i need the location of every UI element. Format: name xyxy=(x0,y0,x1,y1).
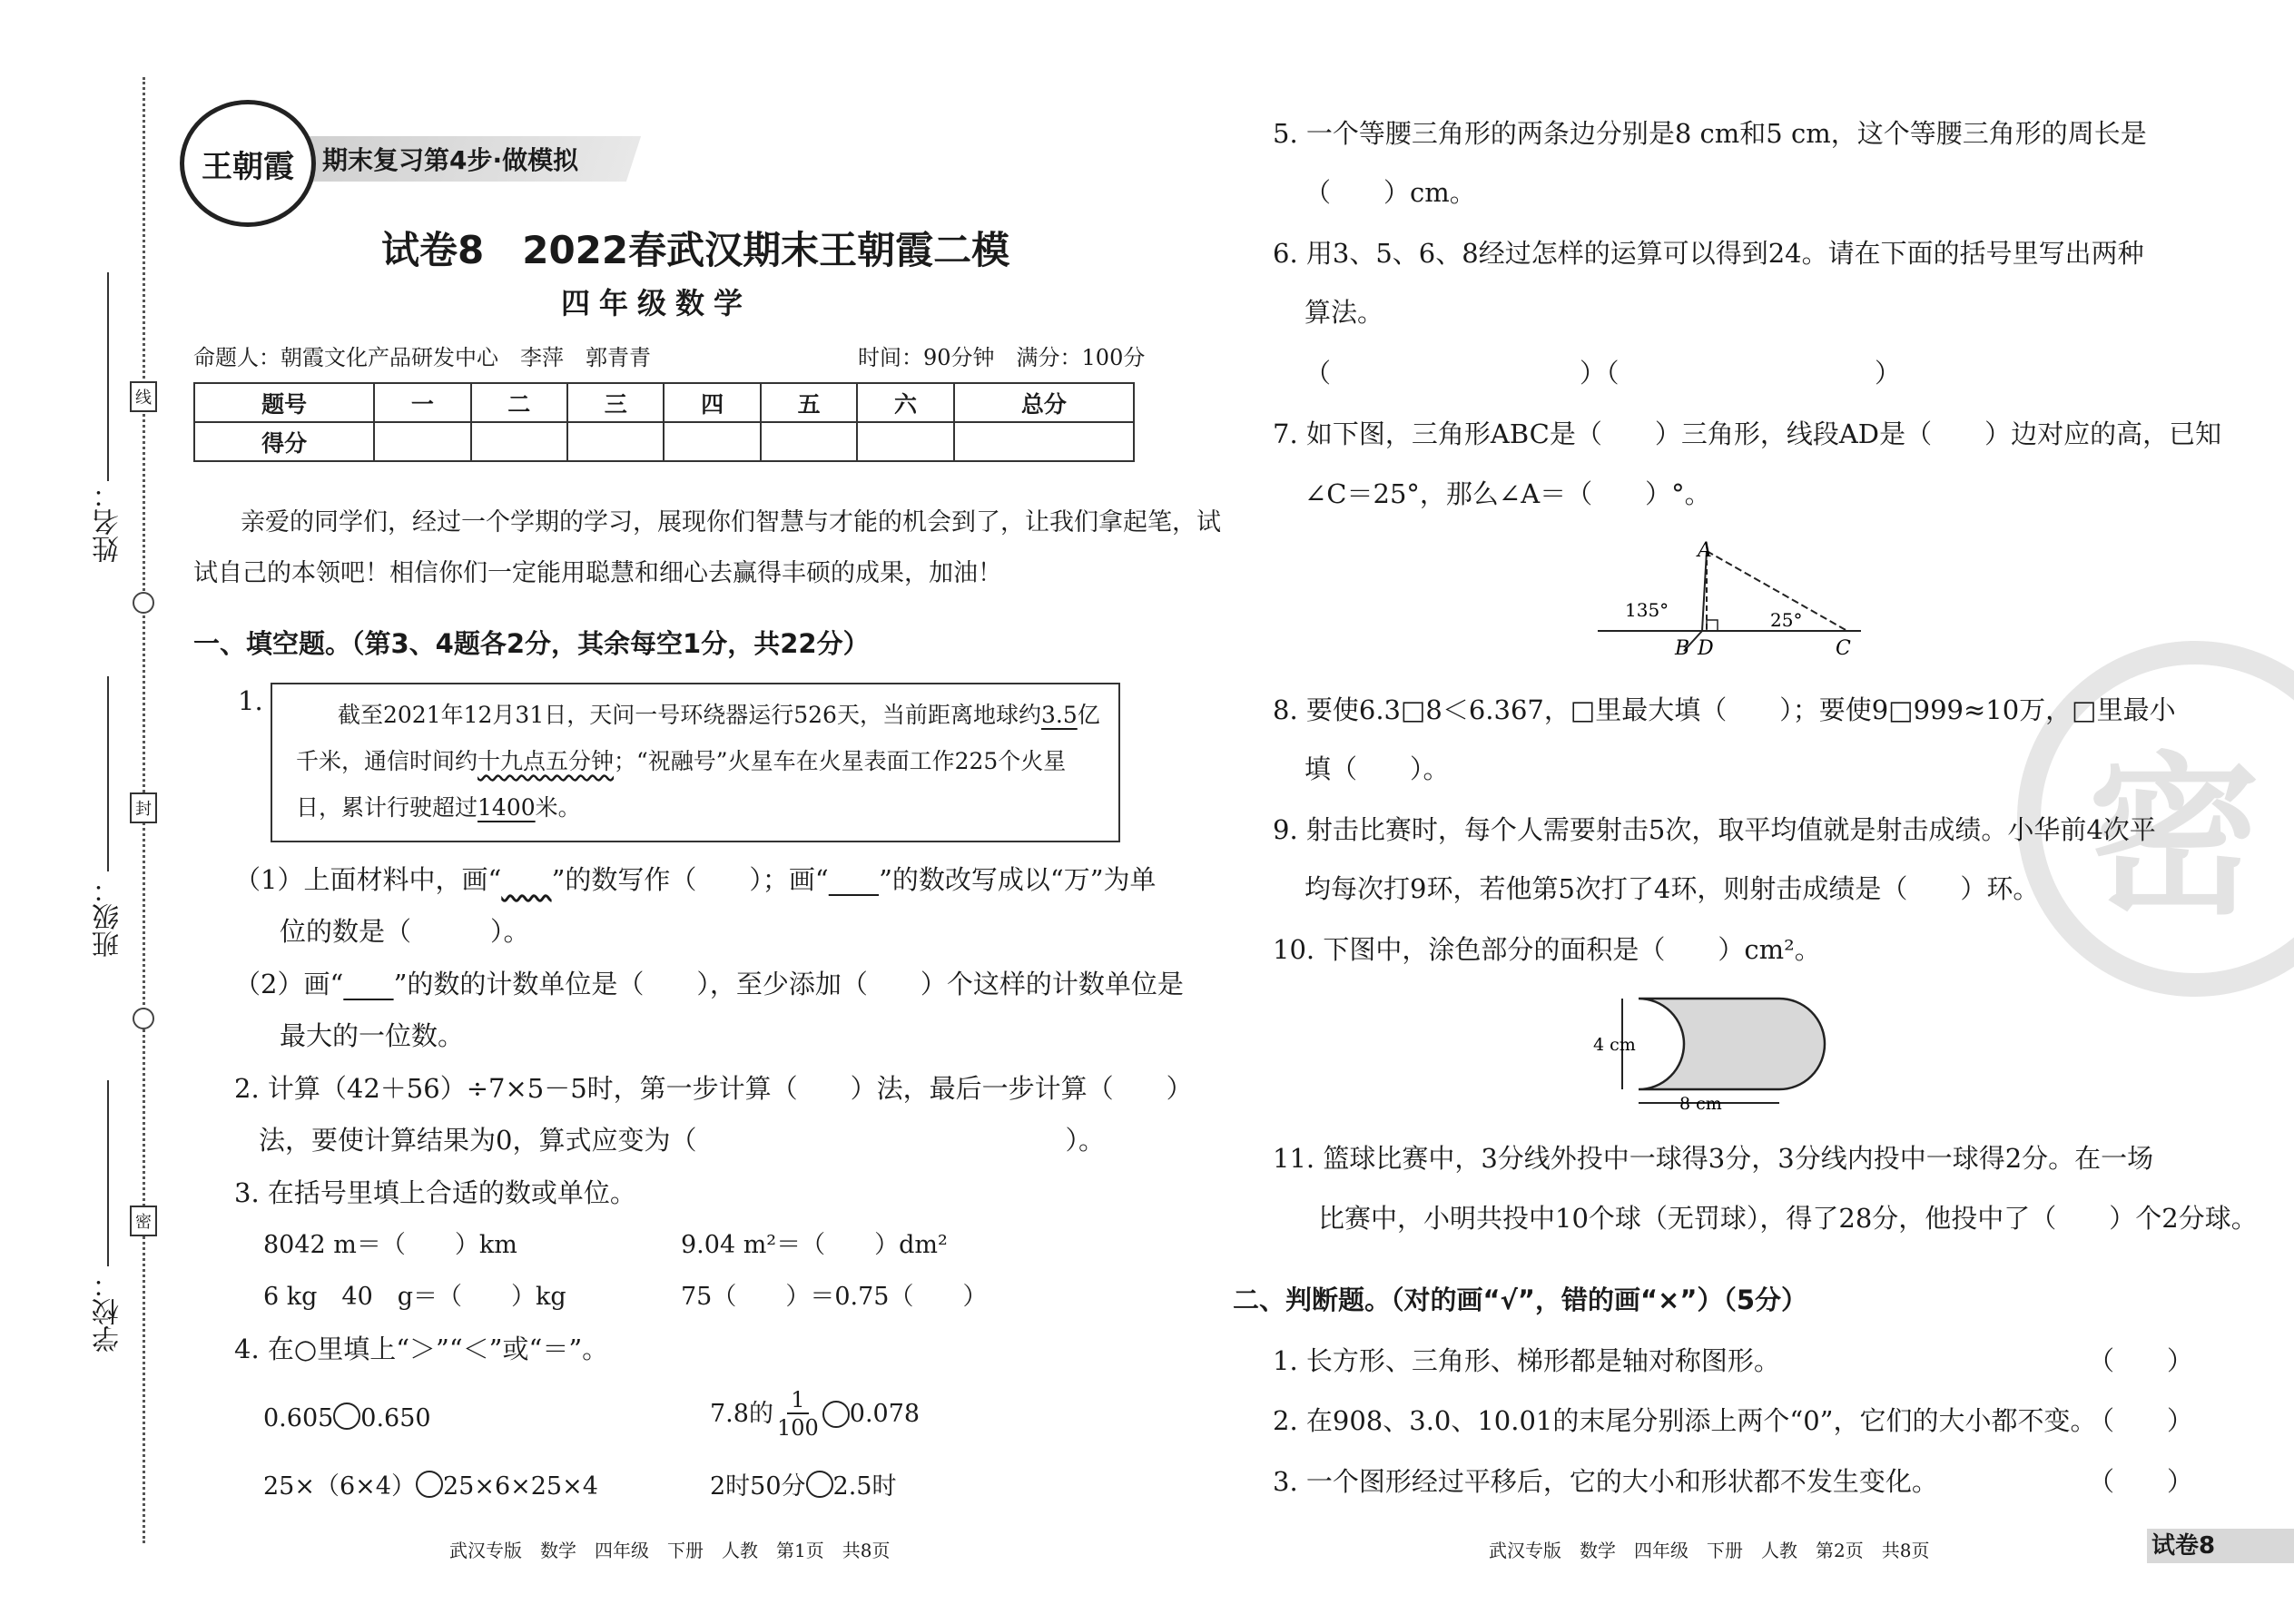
q4-item xyxy=(263,1471,598,1499)
height-label: 4 cm xyxy=(1593,1035,1636,1055)
footer-left: 武汉专版 数学 四年级 下册 人教 第1页 共8页 xyxy=(449,1540,891,1561)
score-cell[interactable] xyxy=(664,422,760,461)
passage-text: 截至2021年12月31日，天问一号环绕器运行526天，当前距离地球约 xyxy=(338,702,1041,728)
label-a: A xyxy=(1698,540,1712,562)
section1-heading: 一、填空题。（第3、4题各2分，其余每空1分，共22分） xyxy=(193,628,870,659)
binding-tag-secret: 密 xyxy=(130,1206,157,1236)
class-line xyxy=(107,676,109,871)
passage-line xyxy=(296,796,581,819)
fraction xyxy=(777,1389,819,1439)
paper-title: 试卷8 2022春武汉期末王朝霞二模 xyxy=(381,228,1010,272)
fraction-denominator: 100 xyxy=(776,1415,819,1441)
q8-line: 填（ ）。 xyxy=(1305,753,1450,784)
name-line xyxy=(107,272,109,481)
passage-text: 亿 xyxy=(1077,702,1100,728)
school-label: 学校： xyxy=(93,1271,124,1353)
score-header-cell: 六 xyxy=(857,383,953,422)
class-label: 班级： xyxy=(93,876,124,958)
shaded-region xyxy=(1639,999,1825,1089)
q4-item xyxy=(710,1471,897,1499)
q5-line: （ ）cm。 xyxy=(1305,177,1476,208)
judge-paren[interactable]: （ ） xyxy=(2088,1345,2194,1376)
intro-line: 试自己的本领吧！相信你们一定能用聪慧和细心去赢得丰硕的成果，加油！ xyxy=(193,559,1002,587)
compare-circle[interactable] xyxy=(333,1403,360,1430)
q3-item: 6 kg 40 g＝（ ）kg xyxy=(263,1283,566,1311)
passage-wavy: 十九点五分钟 xyxy=(478,748,615,774)
logo-text: 王朝霞 xyxy=(202,148,294,185)
authors: 命题人：朝霞文化产品研发中心 李萍 郭青青 xyxy=(193,345,651,370)
score-cell[interactable] xyxy=(374,422,470,461)
angle-label: 135° xyxy=(1625,599,1669,621)
q-text: 0.650 xyxy=(360,1404,431,1432)
q-text: 25×6×25×4 xyxy=(442,1472,598,1501)
q4-item xyxy=(710,1389,920,1439)
q5-line: 5. 一个等腰三角形的两条边分别是8 cm和5 cm，这个等腰三角形的周长是 xyxy=(1273,118,2147,149)
q3-item: 75（ ）＝0.75（ ） xyxy=(681,1283,988,1311)
compare-circle[interactable] xyxy=(416,1471,443,1498)
q11-line: 11. 篮球比赛中，3分线外投中一球得3分，3分线内投中一球得2分。在一场 xyxy=(1273,1143,2154,1174)
width-label: 8 cm xyxy=(1679,1094,1722,1112)
passage-underlined: 1400 xyxy=(478,794,536,821)
score-cell[interactable] xyxy=(761,422,857,461)
compare-circle[interactable] xyxy=(822,1401,850,1428)
q-text: （1）上面材料中，画“ xyxy=(234,864,502,895)
q7-line: ∠C＝25°，那么∠A＝（ ）°。 xyxy=(1305,478,1711,509)
right-angle-mark xyxy=(1707,620,1718,631)
q1-2-cont: 最大的一位数。 xyxy=(280,1020,465,1051)
score-header-cell: 总分 xyxy=(954,383,1134,422)
q-text: 0.605 xyxy=(263,1404,334,1432)
angle-label: 25° xyxy=(1770,609,1803,631)
q6-answer-b: ）（ xyxy=(1580,358,1620,389)
label-d: D xyxy=(1698,637,1714,660)
q-text: 0.078 xyxy=(849,1400,921,1428)
q-text: ”的数的计数单位是（ ），至少添加（ ）个这样的计数单位是 xyxy=(393,969,1184,999)
label-b: B xyxy=(1675,637,1690,660)
passage-text: 千米，通信时间约 xyxy=(296,748,478,774)
passage-line xyxy=(296,750,1066,773)
judge-paren[interactable]: （ ） xyxy=(2088,1405,2194,1436)
passage-line xyxy=(338,704,1100,726)
paper-subtitle: 四年级数学 xyxy=(561,286,753,320)
passage-underlined: 3.5 xyxy=(1040,702,1078,728)
q7-line: 7. 如下图，三角形ABC是（ ）三角形，线段AD是（ ）边对应的高，已知 xyxy=(1273,418,2222,449)
q-text: ”的数写作（ ）；画“ xyxy=(551,864,829,895)
intro-line: 亲爱的同学们，经过一个学期的学习，展现你们智慧与才能的机会到了，让我们拿起笔，试 xyxy=(241,508,1221,536)
binding-ornament-icon xyxy=(133,592,154,614)
compare-circle[interactable] xyxy=(806,1471,833,1498)
score-header-cell: 三 xyxy=(567,383,664,422)
underline-sample xyxy=(343,969,393,999)
score-cell[interactable] xyxy=(857,422,953,461)
q-text: 2时50分 xyxy=(710,1472,806,1501)
q2-line: 法，要使计算结果为0，算式应变为（ ）。 xyxy=(259,1125,1105,1156)
q-text: （2）画“ xyxy=(234,969,344,999)
label-c: C xyxy=(1836,637,1851,660)
binding-tag-line: 线 xyxy=(130,381,157,412)
score-header-cell: 题号 xyxy=(194,383,374,422)
q-text: 2.5时 xyxy=(832,1472,897,1501)
q11-line: 比赛中，小明共投中10个球（无罚球），得了28分，他投中了（ ）个2分球。 xyxy=(1318,1203,2258,1234)
score-cell[interactable] xyxy=(567,422,664,461)
binding-tag-seal: 封 xyxy=(130,792,157,823)
score-header-cell: 二 xyxy=(471,383,567,422)
q-text: 7.8的 xyxy=(710,1400,773,1428)
passage-text: 日，累计行驶超过 xyxy=(296,794,478,821)
stamp-text: 密 xyxy=(2088,737,2261,938)
q6-line: 算法。 xyxy=(1305,297,1384,328)
binding-ornament-icon xyxy=(133,1008,154,1029)
judge-item: 3. 一个图形经过平移后，它的大小和形状都不发生变化。 xyxy=(1273,1466,1938,1497)
judge-item: 1. 长方形、三角形、梯形都是轴对称图形。 xyxy=(1273,1345,1780,1376)
paper-tag: 试卷8 xyxy=(2151,1532,2216,1560)
q1-2-line xyxy=(234,971,1184,998)
q10-line: 10. 下图中，涂色部分的面积是（ ）cm²。 xyxy=(1273,934,1821,965)
triangle-figure xyxy=(1589,540,1870,663)
score-header-cell: 一 xyxy=(374,383,470,422)
underline-sample xyxy=(829,864,879,895)
score-cell[interactable] xyxy=(471,422,567,461)
q6-line: 6. 用3、5、6、8经过怎样的运算可以得到24。请在下面的括号里写出两种 xyxy=(1273,238,2144,269)
passage-text: 米。 xyxy=(535,794,581,821)
q3-line: 3. 在括号里填上合适的数或单位。 xyxy=(234,1177,636,1208)
q1-1-line xyxy=(234,864,1157,895)
q1-number: 1. xyxy=(238,685,263,716)
q9-line: 9. 射击比赛时，每个人需要射击5次，取平均值就是射击成绩。小华前4次平 xyxy=(1273,814,2156,845)
q9-line: 均每次打9环，若他第5次打了4环，则射击成绩是（ ）环。 xyxy=(1305,873,2040,904)
score-header-cell: 四 xyxy=(664,383,760,422)
q-text: ”的数改写成以“万”为单 xyxy=(879,864,1157,895)
brand-logo xyxy=(180,100,316,227)
fraction-numerator: 1 xyxy=(787,1389,808,1414)
score-table xyxy=(193,382,1135,462)
wavy-sample xyxy=(501,864,551,895)
score-row-label: 得分 xyxy=(194,422,374,461)
q1-1-cont: 位的数是（ ）。 xyxy=(280,916,530,947)
time-score: 时间：90分钟 满分：100分 xyxy=(858,345,1146,370)
q8-line: 8. 要使6.3□8＜6.367，□里最大填（ ）；要使9□999≈10万，□里最小 xyxy=(1273,694,2176,725)
header-banner-text: 期末复习第4步·做模拟 xyxy=(322,145,579,175)
judge-paren[interactable]: （ ） xyxy=(2088,1466,2194,1497)
q6-answer-c: ） xyxy=(1875,358,1902,389)
q-text: 25×（6×4） xyxy=(263,1472,416,1501)
judge-item: 2. 在908、3.0、10.01的末尾分别添上两个“0”，它们的大小都不变。 xyxy=(1273,1405,2097,1436)
passage-text: ；“祝融号”火星车在火星表面工作225个火星 xyxy=(614,748,1067,774)
q4-item xyxy=(263,1403,431,1431)
q2-line: 2. 计算（42＋56）÷7×5－5时，第一步计算（ ）法，最后一步计算（ ） xyxy=(234,1073,1193,1104)
q3-item: 9.04 m²＝（ ）dm² xyxy=(681,1231,948,1259)
score-cell[interactable] xyxy=(954,422,1134,461)
q6-answer-a: （ xyxy=(1305,358,1332,389)
score-header-cell: 五 xyxy=(761,383,857,422)
name-label: 姓名： xyxy=(93,481,124,563)
footer-right: 武汉专版 数学 四年级 下册 人教 第2页 共8页 xyxy=(1489,1540,1930,1561)
section2-heading: 二、判断题。（对的画“√”，错的画“×”）（5分） xyxy=(1233,1284,1808,1315)
q3-item: 8042 m＝（ ）km xyxy=(263,1231,517,1259)
school-line xyxy=(107,1080,109,1266)
q4-line: 4. 在○里填上“＞”“＜”或“＝”。 xyxy=(234,1334,609,1364)
shaded-figure xyxy=(1593,989,1866,1112)
